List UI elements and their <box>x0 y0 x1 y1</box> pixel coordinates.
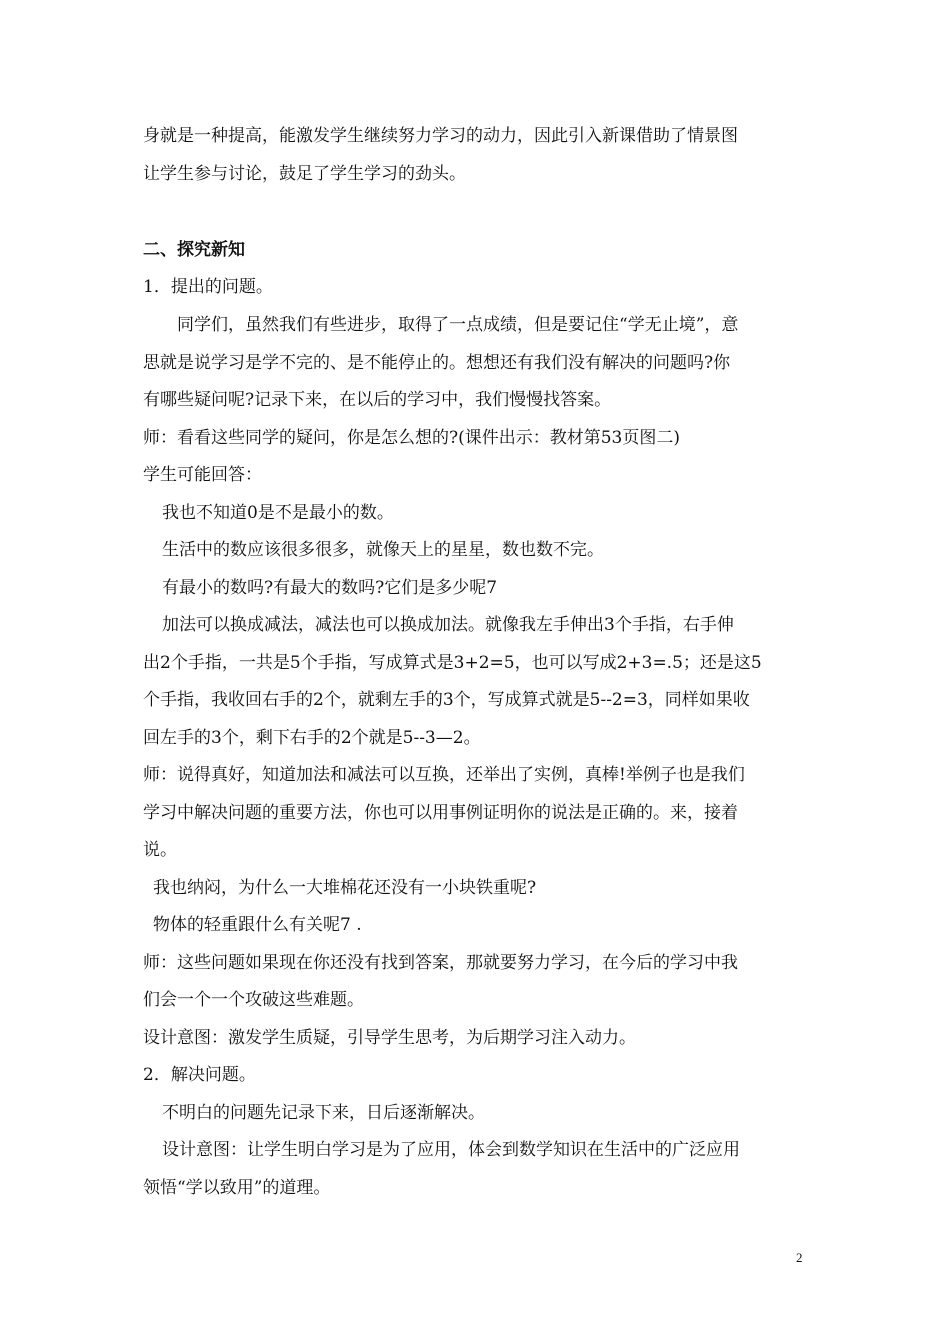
paragraph-line: 们会一个一个攻破这些难题。 <box>143 990 364 1010</box>
subsection-heading: 1．提出的问题。 <box>143 277 273 297</box>
paragraph-line: 有哪些疑问呢?记录下来，在以后的学习中，我们慢慢找答案。 <box>143 390 612 410</box>
student-answer: 有最小的数吗?有最大的数吗?它们是多少呢7 <box>162 578 498 598</box>
page-number: 2 <box>796 1250 803 1265</box>
paragraph-line: 师：说得真好，知道加法和减法可以互换，还举出了实例，真棒!举例子也是我们 <box>143 765 745 785</box>
paragraph-line: 回左手的3个，剩下右手的2个就是5--3—2。 <box>143 728 481 748</box>
paragraph-line: 不明白的问题先记录下来，日后逐渐解决。 <box>162 1103 485 1123</box>
paragraph-line: 个手指，我收回右手的2个，就剩左手的3个，写成算式就是5--2=3，同样如果收 <box>143 690 750 710</box>
paragraph-line: 让学生参与讨论，鼓足了学生学习的劲头。 <box>143 164 466 184</box>
paragraph-line: 同学们，虽然我们有些进步，取得了一点成绩，但是要记住“学无止境”，意 <box>177 315 739 335</box>
paragraph-line: 师：这些问题如果现在你还没有找到答案，那就要努力学习，在今后的学习中我 <box>143 953 738 973</box>
student-answer: 生活中的数应该很多很多，就像天上的星星，数也数不完。 <box>162 540 604 560</box>
paragraph-line: 说。 <box>143 840 177 860</box>
paragraph-line: 出2个手指，一共是5个手指，写成算式是3+2=5，也可以写成2+3=.5；还是这5 <box>143 653 762 673</box>
paragraph-line: 设计意图：激发学生质疑，引导学生思考，为后期学习注入动力。 <box>143 1028 636 1048</box>
student-answer: 加法可以换成减法，减法也可以换成加法。就像我左手伸出3个手指，右手伸 <box>162 615 734 635</box>
paragraph-line: 思就是说学习是学不完的、是不能停止的。想想还有我们没有解决的问题吗?你 <box>143 353 731 373</box>
section-heading: 二、探究新知 <box>143 240 245 260</box>
paragraph-line: 设计意图：让学生明白学习是为了应用，体会到数学知识在生活中的广泛应用 <box>162 1140 740 1160</box>
subsection-heading: 2．解决问题。 <box>143 1065 256 1085</box>
student-answer: 我也不知道0是不是最小的数。 <box>162 503 394 523</box>
student-answer: 物体的轻重跟什么有关呢7 . <box>153 915 362 935</box>
paragraph-line: 学生可能回答： <box>143 465 262 485</box>
paragraph-line: 师：看看这些同学的疑问，你是怎么想的?(课件出示：教材第53页图二) <box>143 428 681 448</box>
paragraph-line: 领悟“学以致用”的道理。 <box>143 1178 331 1198</box>
paragraph-line: 学习中解决问题的重要方法，你也可以用事例证明你的说法是正确的。来，接着 <box>143 803 738 823</box>
student-answer: 我也纳闷，为什么一大堆棉花还没有一小块铁重呢? <box>153 878 537 898</box>
paragraph-line: 身就是一种提高，能激发学生继续努力学习的动力，因此引入新课借助了情景图 <box>143 126 738 146</box>
